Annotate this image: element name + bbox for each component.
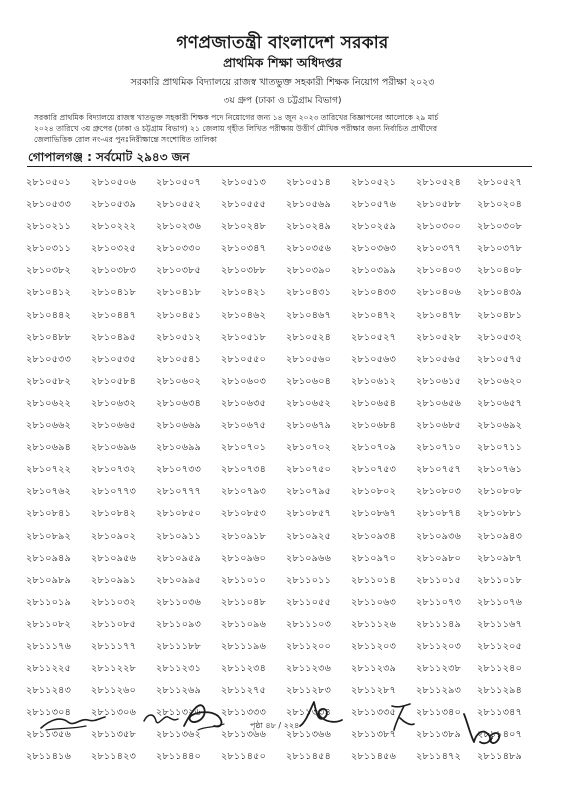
roll-number-cell: ২৮১০৫৭৬ bbox=[351, 199, 397, 211]
roll-number-cell: ২৮১০৪১৮ bbox=[91, 287, 137, 299]
roll-number-cell: ২৮১০৬৬২ bbox=[26, 420, 72, 432]
roll-number-cell: ২৮১১৪৫৪ bbox=[286, 751, 332, 763]
roll-number-cell: ২৮১০৮৫০ bbox=[156, 508, 202, 520]
table-row bbox=[26, 305, 541, 327]
roll-number-cell: ২৮১০৬৭৯ bbox=[286, 420, 332, 432]
table-row bbox=[26, 393, 541, 415]
roll-number-cell: ২৮১০৫২৭ bbox=[477, 177, 523, 188]
roll-number-cell: ২৮১০৭১০ bbox=[416, 442, 462, 454]
roll-number-cell: ২৮১০৪১৮ bbox=[156, 287, 202, 299]
roll-number-cell: ২৮১০৩৫৬ bbox=[286, 243, 332, 255]
roll-number-cell: ২৮১০৭২২ bbox=[26, 464, 72, 476]
notice-line: সরকারি প্রাথমিক বিদ্যালয়ে রাজস্ব খাতভুক্ত সহকারী শিক্ষক পদে নিয়োগের জন্য ১৪ জুন ২০২৩ তারিখের বিজ্ঞাপনের আলোকে ২৯ মার্চ bbox=[34, 113, 439, 122]
roll-number-cell: ২৮১০৪৬২ bbox=[221, 309, 267, 321]
roll-number-cell: ২৮১১৩৪৭ bbox=[477, 707, 523, 719]
department-name: প্রাথমিক শিক্ষা অধিদপ্তর bbox=[223, 55, 342, 70]
roll-number-cell: ২৮১০৩১১ bbox=[26, 243, 72, 255]
roll-number-cell: ২৮১০৯৬০ bbox=[221, 552, 267, 564]
roll-number-cell: ২৮১০৫৫৫ bbox=[221, 199, 267, 211]
roll-number-cell: ২৮১০৬৩২ bbox=[91, 397, 137, 409]
signature-6 bbox=[458, 708, 508, 752]
footer bbox=[0, 714, 565, 774]
roll-number-cell: ২৮১০৩০০ bbox=[416, 221, 462, 233]
notice-paragraph bbox=[34, 112, 534, 145]
roll-number-cell: ২৮১০৫২৪ bbox=[286, 331, 332, 343]
roll-number-cell: ২৮১০৭৭৩ bbox=[91, 486, 137, 498]
roll-number-cell: ২৮১০৭০১ bbox=[221, 442, 267, 454]
roll-number-cell: ২৮১১৩০৬ bbox=[91, 707, 137, 719]
roll-number-cell: ২৮১০৬৯৬ bbox=[91, 442, 137, 454]
roll-number-cell: ২৮১০৩৮৮ bbox=[221, 265, 267, 277]
roll-number-cell: ২৮১১০৬৩ bbox=[351, 596, 397, 608]
roll-number-cell: ২৮১১১২৬ bbox=[351, 618, 397, 630]
roll-number-cell: ২৮১০৬৬৫ bbox=[91, 420, 137, 432]
roll-number-cell: ২৮১০৬৫৬ bbox=[416, 397, 462, 409]
roll-number-cell: ২৮১১০১১ bbox=[286, 574, 332, 586]
roll-number-cell: ২৮১১২৪৩ bbox=[26, 685, 72, 697]
roll-number-cell: ২৮১১৩৩৪ bbox=[286, 707, 332, 719]
roll-number-cell: ২৮১০৫৩২ bbox=[477, 331, 523, 343]
page-number: পৃষ্ঠা ৪৮ / ২২৪ bbox=[250, 721, 300, 730]
table-row bbox=[26, 371, 541, 393]
roll-number-cell: ২৮১০৪৮৮ bbox=[26, 331, 72, 343]
roll-number-cell: ২৮১০৫০৬ bbox=[91, 177, 137, 188]
roll-number-cell: ২৮১১০৪৮ bbox=[221, 596, 267, 608]
roll-number-cell: ২৮১০৯৮০ bbox=[416, 552, 462, 564]
district-heading: গোপালগঞ্জ : সর্বমোট ২৯৪৩ জন bbox=[28, 150, 190, 164]
table-row bbox=[26, 194, 541, 216]
roll-number-cell: ২৮১০৫৮৪ bbox=[91, 375, 137, 387]
roll-number-cell: ২৮১০৩৯৯ bbox=[351, 265, 397, 277]
roll-number-cell: ২৮১১১৭৭ bbox=[91, 640, 137, 652]
roll-number-cell: ২৮১১৪৫৬ bbox=[351, 751, 397, 763]
roll-number-cell: ২৮১১৩৩৩ bbox=[221, 707, 267, 719]
roll-number-cell: ২৮১০৩৯০ bbox=[286, 265, 332, 277]
roll-number-cell: ২৮১১৩৮৭ bbox=[351, 729, 397, 741]
roll-number-cell: ২৮১০৩০৮ bbox=[477, 221, 523, 233]
roll-number-cell: ২৮১০৪২১ bbox=[221, 287, 267, 299]
roll-number-cell: ২৮১০৩৩০ bbox=[156, 243, 202, 255]
roll-number-cell: ২৮১০৮৮১ bbox=[477, 508, 523, 520]
roll-number-cell: ২৮১০৫৪১ bbox=[156, 353, 202, 365]
table-row bbox=[26, 614, 541, 636]
roll-number-cell: ২৮১০৫২৮ bbox=[416, 331, 462, 343]
roll-number-cell: ২৮১০৫৫২ bbox=[156, 199, 202, 211]
roll-number-cell: ২৮১১২৩৮ bbox=[416, 663, 462, 675]
table-row bbox=[26, 216, 541, 238]
roll-number-cell: ২৮১০৩২৫ bbox=[91, 243, 137, 255]
roll-number-cell: ২৮১০৫১৪ bbox=[286, 177, 332, 188]
roll-number-cell: ২৮১০৯৫৬ bbox=[91, 552, 137, 564]
table-row bbox=[26, 238, 541, 260]
roll-number-cell: ২৮১০২৪৮ bbox=[221, 221, 267, 233]
table-row bbox=[26, 327, 541, 349]
roll-number-cell: ২৮১০৮৬৭ bbox=[351, 508, 397, 520]
table-row bbox=[26, 503, 541, 525]
roll-number-cell: ২৮১০৩৬৩ bbox=[351, 243, 397, 255]
roll-number-cell: ২৮১০৬৮৪ bbox=[351, 420, 397, 432]
roll-number-cell: ২৮১১৩৫৮ bbox=[91, 729, 137, 741]
roll-number-cell: ২৮১০৮৭৪ bbox=[416, 508, 462, 520]
roll-number-cell: ২৮১১২০৩ bbox=[351, 640, 397, 652]
roll-number-cell: ২৮১০৫০৭ bbox=[156, 177, 202, 188]
roll-number-cell: ২৮১১৩৬৬ bbox=[221, 729, 267, 741]
roll-number-cell: ২৮১০২০৪ bbox=[477, 199, 523, 211]
roll-number-cell: ২৮১১১৭৬ bbox=[26, 640, 72, 652]
signature-1 bbox=[38, 706, 108, 736]
roll-number-cell: ২৮১০৫২১ bbox=[351, 177, 397, 188]
roll-number-cell: ২৮১০৮৫৩ bbox=[221, 508, 267, 520]
district-header bbox=[27, 146, 532, 167]
roll-number-cell: ২৮১০৫৫০ bbox=[221, 353, 267, 365]
roll-number-cell: ২৮১১২৪০ bbox=[477, 663, 523, 675]
roll-number-cell: ২৮১০৩৭৭ bbox=[416, 243, 462, 255]
roll-number-cell: ২৮১০৬০৪ bbox=[286, 375, 332, 387]
roll-number-cell: ২৮১০৬০৩ bbox=[221, 375, 267, 387]
roll-number-cell: ২৮১০৫২৪ bbox=[416, 177, 462, 188]
roll-number-cell: ২৮১০৭০৯ bbox=[351, 442, 397, 454]
roll-number-cell: ২৮১০৫৬০ bbox=[286, 353, 332, 365]
roll-number-cell: ২৮১০৩৮৫ bbox=[156, 265, 202, 277]
table-row bbox=[26, 636, 541, 658]
roll-number-cell: ২৮১০৭১১ bbox=[477, 442, 523, 454]
roll-number-cell: ২৮১১৪৮৯ bbox=[477, 751, 523, 763]
roll-number-cell: ২৮১০৪০৬ bbox=[416, 287, 462, 299]
roll-number-cell: ২৮১০৭৭৭ bbox=[156, 486, 202, 498]
roll-number-cell: ২৮১১২২৮ bbox=[91, 663, 137, 675]
roll-number-cell: ২৮১০২২২ bbox=[91, 221, 137, 233]
roll-number-cell: ২৮১১২৯৪ bbox=[477, 685, 523, 697]
roll-number-cell: ২৮১০৯৪৯ bbox=[26, 552, 72, 564]
roll-number-cell: ২৮১১৩০৪ bbox=[26, 707, 72, 719]
roll-number-cell: ২৮১০৬৬৯ bbox=[156, 420, 202, 432]
roll-number-cell: ২৮১১০৫৫ bbox=[286, 596, 332, 608]
roll-number-cell: ২৮১১৩৩৫ bbox=[351, 707, 397, 719]
roll-number-cell: ২৮১০৫৮৮ bbox=[416, 199, 462, 211]
roll-number-cell: ২৮১০৯১১ bbox=[156, 530, 202, 542]
roll-number-cell: ২৮১১১৪৯ bbox=[416, 618, 462, 630]
roll-number-cell: ২৮১০২৫৯ bbox=[351, 221, 397, 233]
notice-line: জেলাভিত্তিক রোল নং-এর পুনঃনিরীক্ষান্তে সংশোধিত তালিকা bbox=[34, 135, 217, 144]
roll-number-cell: ২৮১০৯৯৫ bbox=[156, 574, 202, 586]
roll-number-cell: ২৮১০৪৯৫ bbox=[91, 331, 137, 343]
roll-number-cell: ২৮১০৪৭২ bbox=[351, 309, 397, 321]
roll-number-cell: ২৮১১০৮৫ bbox=[91, 618, 137, 630]
roll-number-cell: ২৮১১০৯৩ bbox=[156, 618, 202, 630]
roll-number-cell: ২৮১০৮০২ bbox=[351, 486, 397, 498]
roll-number-cell: ২৮১০৭৩৪ bbox=[221, 464, 267, 476]
roll-number-cell: ২৮১০৭৬১ bbox=[477, 464, 523, 476]
roll-number-cell: ২৮১১২৭৫ bbox=[221, 685, 267, 697]
roll-number-cell: ২৮১০৯০২ bbox=[91, 530, 137, 542]
roll-number-cell: ২৮১০৩৭৮ bbox=[477, 243, 523, 255]
roll-number-cell: ২৮১০৬১২ bbox=[351, 375, 397, 387]
roll-number-cell: ২৮১০৪৭৮ bbox=[416, 309, 462, 321]
roll-number-cell: ২৮১০৬৯৯ bbox=[156, 442, 202, 454]
roll-number-cell: ২৮১১২০০ bbox=[286, 640, 332, 652]
roll-number-cell: ২৮১০৭০২ bbox=[286, 442, 332, 454]
roll-number-cell: ২৮১০৫৮২ bbox=[26, 375, 72, 387]
roll-number-cell: ২৮১০৪৩১ bbox=[286, 287, 332, 299]
roll-number-cell: ২৮১০৯৫৯ bbox=[156, 552, 202, 564]
roll-number-cell: ২৮১০৬৭৫ bbox=[221, 420, 267, 432]
roll-number-cell: ২৮১০৭৫৩ bbox=[351, 464, 397, 476]
roll-number-cell: ২৮১১১৬৭ bbox=[477, 618, 523, 630]
roll-number-cell: ২৮১০৯৭০ bbox=[351, 552, 397, 564]
roll-number-cell: ২৮১০৯২৫ bbox=[286, 530, 332, 542]
signature-2 bbox=[140, 707, 180, 731]
roll-number-cell: ২৮১১৩৫৬ bbox=[26, 729, 72, 741]
roll-number-cell: ২৮১০৪৮১ bbox=[477, 309, 523, 321]
signature-3 bbox=[178, 696, 230, 736]
roll-number-cell: ২৮১০৫৭৫ bbox=[477, 353, 523, 365]
table-row bbox=[26, 570, 541, 592]
roll-number-cell: ২৮১০৬৯৪ bbox=[26, 442, 72, 454]
roll-number-cell: ২৮১০৯৮৭ bbox=[477, 552, 523, 564]
roll-number-cell: ২৮১০৪৪৭ bbox=[91, 309, 137, 321]
roll-number-cell: ২৮১১০৮২ bbox=[26, 618, 72, 630]
roll-number-cell: ২৮১০৭৫০ bbox=[286, 464, 332, 476]
roll-number-cell: ২৮১১৪৭২ bbox=[416, 751, 462, 763]
roll-number-cell: ২৮১০৫৩৩ bbox=[26, 353, 72, 365]
exam-title: সরকারি প্রাথমিক বিদ্যালয়ে রাজস্ব খাতভুক্ত সহকারী শিক্ষক নিয়োগ পরীক্ষা ২০২৩ bbox=[130, 77, 435, 88]
roll-number-cell: ২৮১০৯৩৬ bbox=[416, 530, 462, 542]
roll-number-cell: ২৮১০৮৫৭ bbox=[286, 508, 332, 520]
roll-number-cell: ২৮১১৪৪০ bbox=[156, 751, 202, 763]
roll-number-cell: ২৮১০৫৩৫ bbox=[91, 353, 137, 365]
roll-number-cell: ২৮১০৫১৩ bbox=[221, 177, 267, 188]
roll-number-cell: ২৮১০৯৪৩ bbox=[477, 530, 523, 542]
roll-number-cell: ২৮১০৪৫১ bbox=[156, 309, 202, 321]
roll-number-cell: ২৮১০৯৬৬ bbox=[286, 552, 332, 564]
roll-number-cell: ২৮১১২০৩ bbox=[416, 640, 462, 652]
roll-number-cell: ২৮১১২৬০ bbox=[91, 685, 137, 697]
roll-number-cell: ২৮১১০৯৬ bbox=[221, 618, 267, 630]
roll-number-cell: ২৮১০৫৬৩ bbox=[351, 353, 397, 365]
roll-number-cell: ২৮১১২৬৯ bbox=[156, 685, 202, 697]
roll-number-cell: ২৮১১২৮৩ bbox=[286, 685, 332, 697]
roll-number-cell: ২৮১১১০৩ bbox=[286, 618, 332, 630]
roll-number-cell: ২৮১০৫৩৯ bbox=[91, 199, 137, 211]
roll-number-cell: ২৮১০৩৪৭ bbox=[221, 243, 267, 255]
roll-number-cell: ২৮১০৬৫২ bbox=[286, 397, 332, 409]
government-title: গণপ্রজাতন্ত্রী বাংলাদেশ সরকার bbox=[176, 33, 389, 53]
roll-number-cell: ২৮১১০১৫ bbox=[416, 574, 462, 586]
group-title: ৩য় গ্রুপ (ঢাকা ও চট্টগ্রাম বিভাগ) bbox=[223, 96, 342, 106]
roll-number-cell: ২৮১০৮৯২ bbox=[26, 530, 72, 542]
roll-number-cell: ২৮১০২১১ bbox=[26, 221, 72, 233]
roll-number-cell: ২৮১০৫০১ bbox=[26, 177, 72, 188]
roll-number-cell: ২৮১১০১০ bbox=[221, 574, 267, 586]
roll-number-cell: ২৮১১২০৫ bbox=[477, 640, 523, 652]
roll-number-cell: ২৮১১৪৫০ bbox=[221, 751, 267, 763]
roll-number-cell: ২৮১০৪৩৯ bbox=[477, 287, 523, 299]
roll-number-cell: ২৮১০৮০৩ bbox=[416, 486, 462, 498]
roll-number-cell: ২৮১১১৯৬ bbox=[221, 640, 267, 652]
roll-number-cell: ২৮১০২৩৬ bbox=[156, 221, 202, 233]
roll-number-cell: ২৮১১২৮৭ bbox=[351, 685, 397, 697]
roll-number-cell: ২৮১০৫৬৯ bbox=[286, 199, 332, 211]
roll-number-cell: ২৮১১০১৯ bbox=[26, 596, 72, 608]
roll-number-cell: ২৮১০৯১৮ bbox=[221, 530, 267, 542]
roll-number-cell: ২৮১০৩৮২ bbox=[26, 265, 72, 277]
roll-number-cell: ২৮১০৫২৭ bbox=[351, 331, 397, 343]
roll-number-cell: ২৮১১৩৬৬ bbox=[286, 729, 332, 741]
roll-number-cell: ২৮১০২৪৯ bbox=[286, 221, 332, 233]
roll-number-cell: ২৮১০৭৫৭ bbox=[416, 464, 462, 476]
roll-number-cell: ২৮১০৩৮৩ bbox=[91, 265, 137, 277]
roll-number-cell: ২৮১০৬৫৪ bbox=[351, 397, 397, 409]
table-row bbox=[26, 680, 541, 702]
table-row bbox=[26, 349, 541, 371]
table-row bbox=[26, 658, 541, 680]
roll-number-cell: ২৮১০৬১৫ bbox=[416, 375, 462, 387]
roll-number-cell: ২৮১১০১৪ bbox=[351, 574, 397, 586]
roll-number-cell: ২৮১০৯৮৯ bbox=[26, 574, 72, 586]
roll-number-cell: ২৮১০৬৫৭ bbox=[477, 397, 523, 409]
roll-number-cell: ২৮১১৩৪০ bbox=[416, 707, 462, 719]
roll-number-cell: ২৮১০৭৬২ bbox=[26, 486, 72, 498]
roll-number-cell: ২৮১০৬২২ bbox=[26, 397, 72, 409]
roll-number-cell: ২৮১১২৩৯ bbox=[351, 663, 397, 675]
roll-number-cell: ২৮১০৪১২ bbox=[26, 287, 72, 299]
roll-number-cell: ২৮১১২৩১ bbox=[156, 663, 202, 675]
roll-number-cell: ২৮১০৬২০ bbox=[477, 375, 523, 387]
roll-number-cell: ২৮১১৩২৬ bbox=[156, 707, 202, 719]
roll-number-cell: ২৮১০৫৩৩ bbox=[26, 199, 72, 211]
roll-number-cell: ২৮১০৫৬৫ bbox=[416, 353, 462, 365]
roll-number-cell: ২৮১০৭৩২ bbox=[91, 464, 137, 476]
roll-number-cell: ২৮১০৪৪২ bbox=[26, 309, 72, 321]
roll-number-cell: ২৮১০৯৯১ bbox=[91, 574, 137, 586]
roll-number-cell: ২৮১০৮৪১ bbox=[26, 508, 72, 520]
roll-number-cell: ২৮১১২৩৪ bbox=[221, 663, 267, 675]
roll-number-cell: ২৮১০৪৬৭ bbox=[286, 309, 332, 321]
roll-number-cell: ২৮১১৪০৭ bbox=[477, 729, 523, 741]
roll-number-cell: ২৮১১০১৮ bbox=[477, 574, 523, 586]
table-row bbox=[26, 548, 541, 570]
roll-number-cell: ২৮১১৪২৩ bbox=[91, 751, 137, 763]
roll-number-cell: ২৮১০৯৩৪ bbox=[351, 530, 397, 542]
table-row bbox=[26, 415, 541, 437]
table-row bbox=[26, 481, 541, 503]
roll-number-cell: ২৮১১০৩২ bbox=[91, 596, 137, 608]
table-row bbox=[26, 282, 541, 304]
roll-number-cell: ২৮১১৪১৬ bbox=[26, 751, 72, 763]
notice-line: ২০২৪ তারিখে ৩য় গ্রুপের (ঢাকা ও চট্টগ্রাম বিভাগ) ২১ জেলায় গৃহীত লিখিত পরীক্ষায় উত্তীর্ণ মৌখিক পরীক্ষার জন্য নির্বাচিত প্রার্থীদের bbox=[34, 124, 438, 133]
roll-number-cell: ২৮১১৩৬২ bbox=[156, 729, 202, 741]
roll-number-cell: ২৮১০৮৪২ bbox=[91, 508, 137, 520]
roll-number-cell: ২৮১০৬০২ bbox=[156, 375, 202, 387]
roll-number-cell: ২৮১০৫১২ bbox=[156, 331, 202, 343]
roll-number-cell: ২৮১০৭৯৫ bbox=[286, 486, 332, 498]
roll-number-cell: ২৮১০৫১৮ bbox=[221, 331, 267, 343]
table-row bbox=[26, 260, 541, 282]
roll-number-cell: ২৮১১১৮৮ bbox=[156, 640, 202, 652]
table-row bbox=[26, 592, 541, 614]
roll-number-cell: ২৮১১০৭৬ bbox=[477, 596, 523, 608]
roll-number-cell: ২৮১১২২৫ bbox=[26, 663, 72, 675]
roll-number-cell: ২৮১১৩৮৯ bbox=[416, 729, 462, 741]
roll-number-cell: ২৮১১০৩৬ bbox=[156, 596, 202, 608]
roll-number-cell: ২৮১০৪০৮ bbox=[477, 265, 523, 277]
roll-number-cell: ২৮১০৪৩৩ bbox=[351, 287, 397, 299]
roll-number-cell: ২৮১০৬৩৪ bbox=[156, 397, 202, 409]
table-row bbox=[26, 172, 541, 194]
table-row bbox=[26, 459, 541, 481]
roll-number-cell: ২৮১০৪০৩ bbox=[416, 265, 462, 277]
signature-4 bbox=[296, 696, 346, 736]
roll-number-cell: ২৮১০৬৯২ bbox=[477, 420, 523, 432]
roll-number-cell: ২৮১০৭৩৩ bbox=[156, 464, 202, 476]
roll-number-cell: ২৮১১২৩৬ bbox=[286, 663, 332, 675]
roll-number-cell: ২৮১১২৯৩ bbox=[416, 685, 462, 697]
roll-number-cell: ২৮১০৮০৮ bbox=[477, 486, 523, 498]
table-row bbox=[26, 526, 541, 548]
roll-number-cell: ২৮১০৬৮৫ bbox=[416, 420, 462, 432]
roll-number-cell: ২৮১০৭৯৩ bbox=[221, 486, 267, 498]
roll-number-cell: ২৮১১০৭৩ bbox=[416, 596, 462, 608]
signature-5 bbox=[386, 700, 420, 736]
table-row bbox=[26, 437, 541, 459]
roll-number-cell: ২৮১০৬৩৫ bbox=[221, 397, 267, 409]
